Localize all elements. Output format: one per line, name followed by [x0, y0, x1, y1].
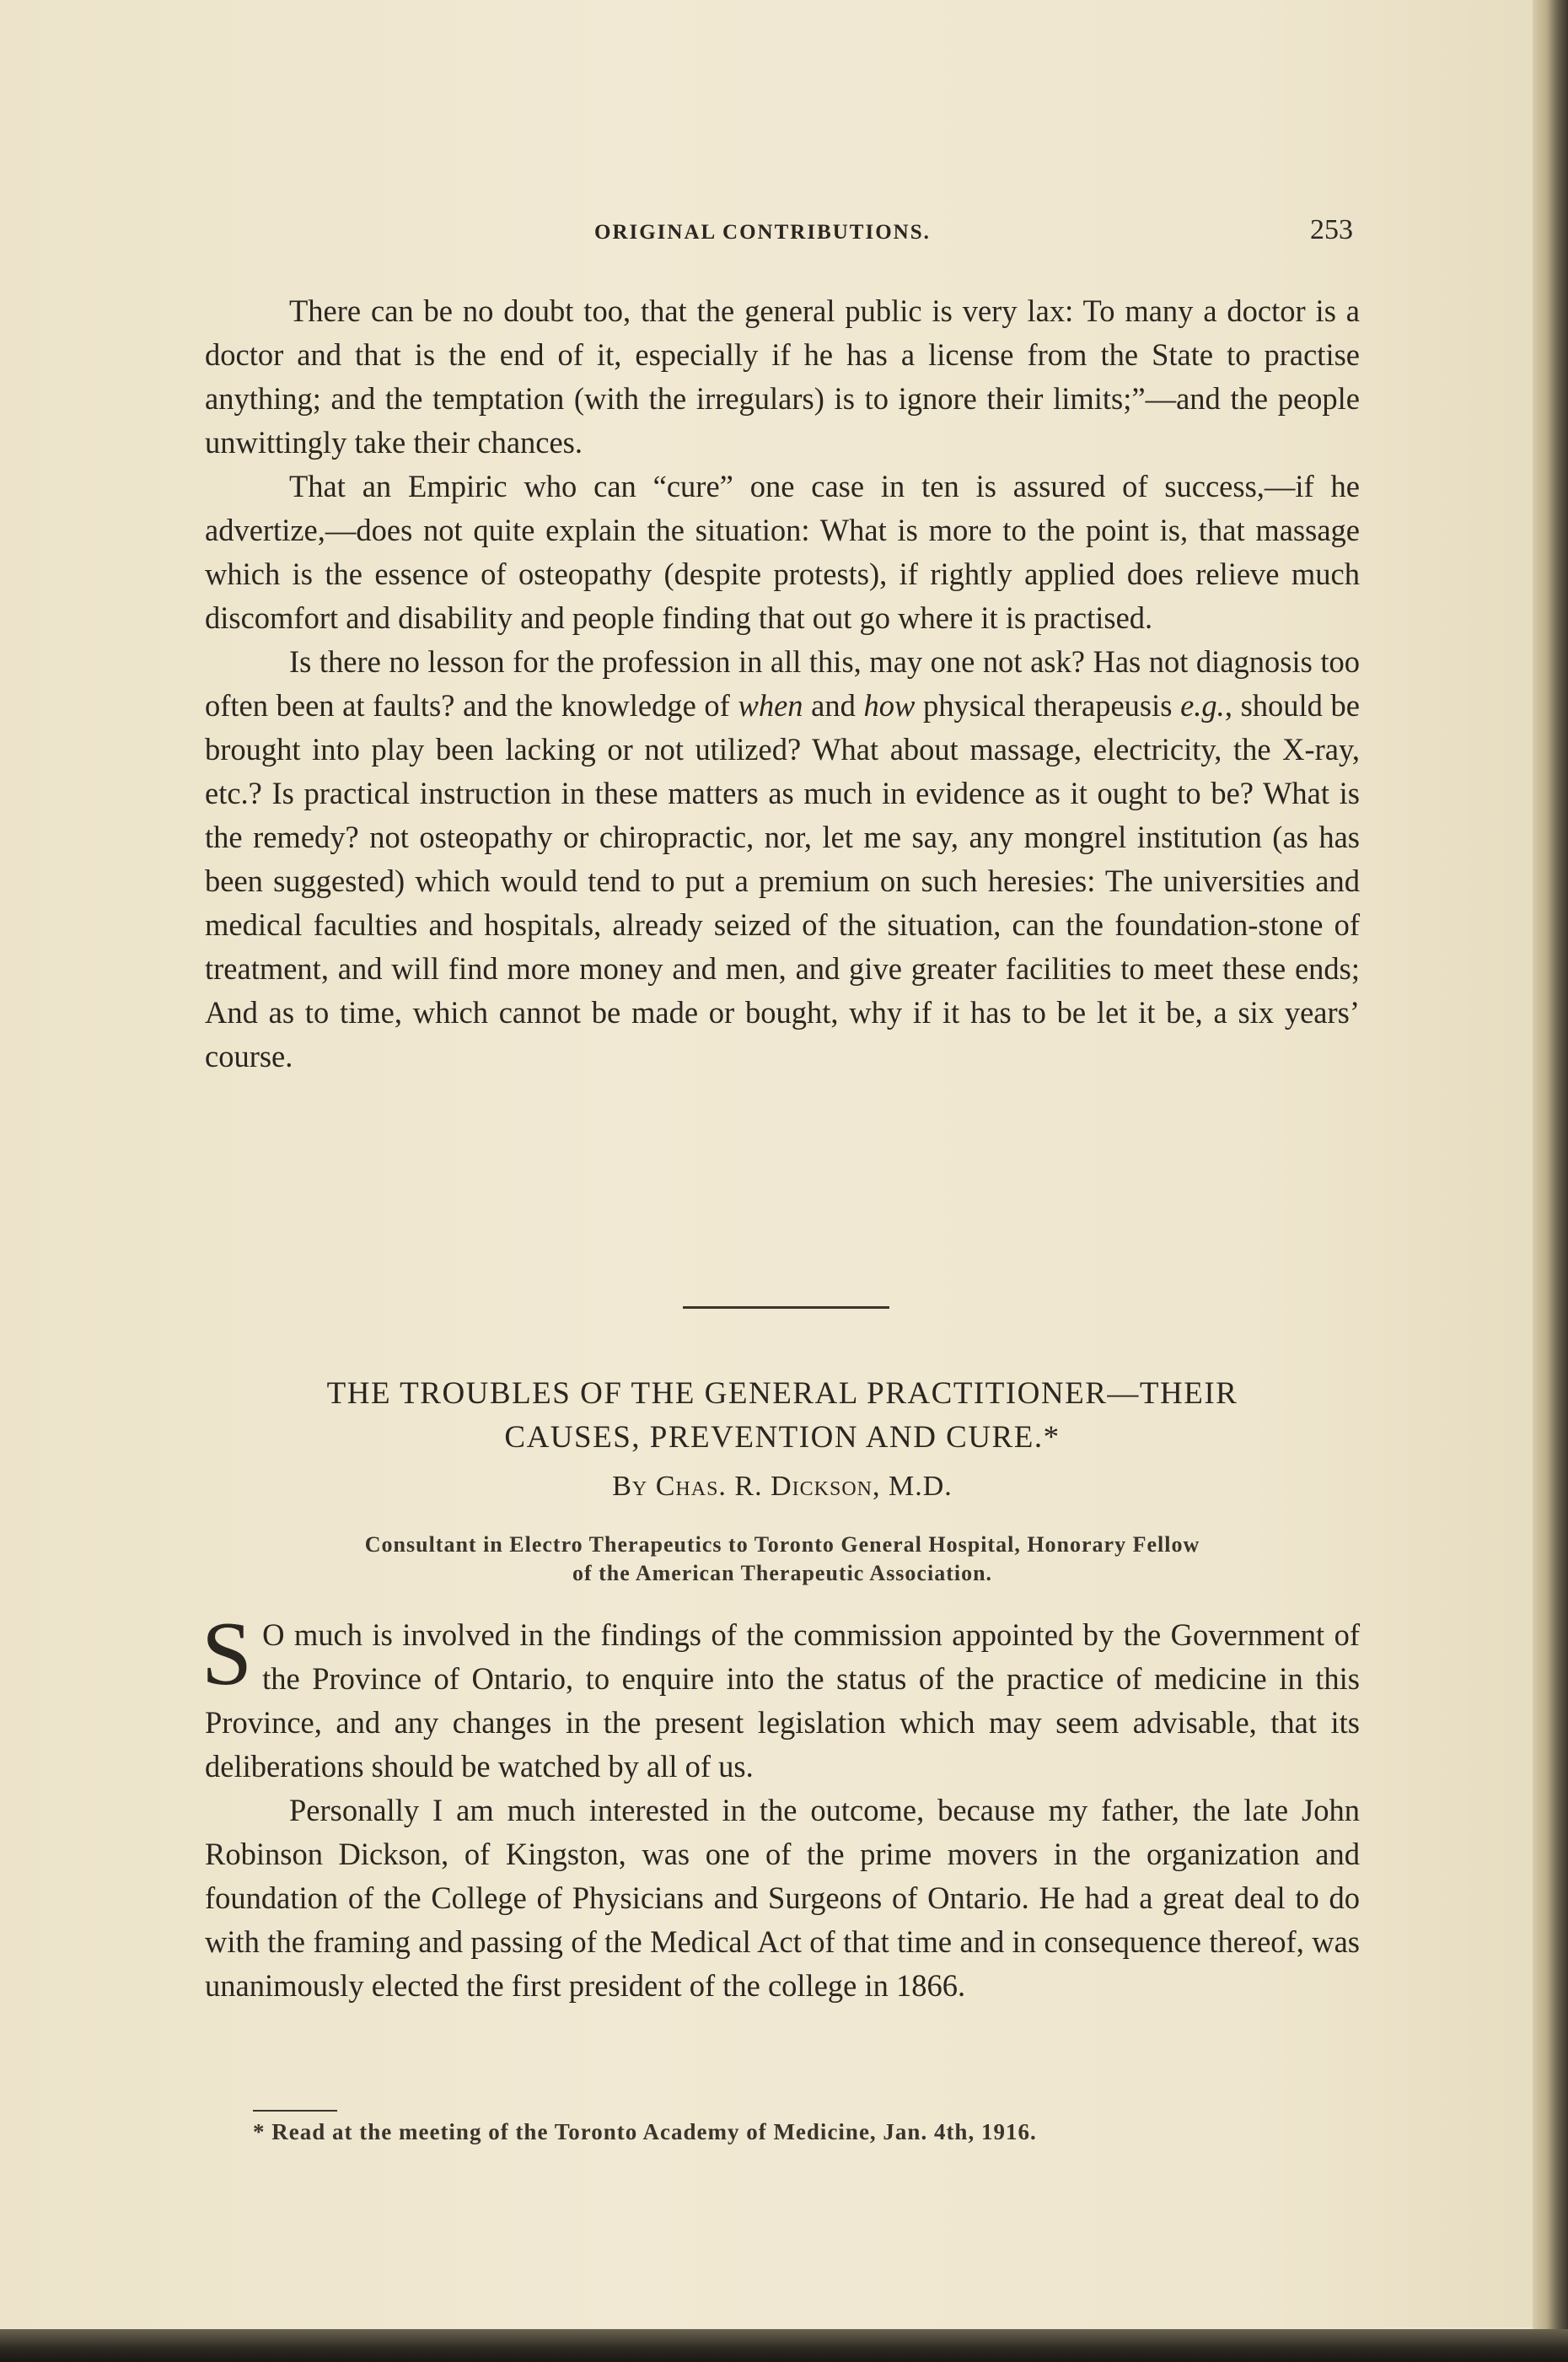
article-byline: By Chas. R. Dickson, M.D. [612, 1471, 953, 1502]
drop-cap: S [201, 1604, 253, 1704]
affiliation-line-2: of the American Therapeutic Association. [572, 1561, 993, 1585]
top-text-block [205, 289, 1360, 1079]
affiliation-line-1: Consultant in Electro Therapeutics to Toronto General Hospital, Honorary Fellow [364, 1532, 1200, 1557]
article-body [201, 1604, 1360, 2008]
running-head: ORIGINAL CONTRIBUTIONS. [594, 221, 931, 244]
article-paragraph-2: Personally I am much interested in the outcome, because my father, the late John Robinson Dickson, of Kingston, was one of the prime movers in the organization and foundation of the College of Physicians and Surgeons of Ontario. He had a great deal to do with the framing and passing of the Medical Act of that time and in consequence thereof, was unanimously elected the first president of the college in 1866. [205, 1793, 1360, 2003]
page-edge-bottom [0, 2329, 1568, 2362]
paragraph-3-text-c: physical therapeusis [915, 688, 1181, 723]
paragraph-2: That an Empiric who can “cure” one case in ten is assured of success,—if he advertize,—does not quite explain the situation: What is more to the point is, that massage which is the essence of osteopathy (despite protests), if rightly applied does relieve much discomfort and disability and people finding that out go where it is practised. [205, 469, 1360, 635]
paragraph-3 [205, 640, 1360, 1079]
page-header [0, 214, 1551, 255]
article-title-line-1: THE TROUBLES OF THE GENERAL PRACTITIONER—THEIR [326, 1376, 1238, 1411]
article-paragraph-1 [201, 1604, 1360, 1789]
paragraph-1: There can be no doubt too, that the general public is very lax: To many a doctor is a doctor and that is the end of it, especially if he has a license from the State to practise anything; and the temptation (with the irregulars) is to ignore their limits;”—and the people unwittingly take their chances. [205, 293, 1360, 460]
footnote: * Read at the meeting of the Toronto Academy of Medicine, Jan. 4th, 1916. [253, 2119, 1037, 2144]
paragraph-3-text-b: and [803, 688, 864, 723]
page-edge-right [1533, 0, 1568, 2362]
page-number: 253 [1310, 214, 1353, 245]
author-affiliation [205, 1531, 1360, 1588]
section-divider [683, 1306, 889, 1309]
article-title-line-2: CAUSES, PREVENTION AND CURE.* [504, 1420, 1061, 1455]
paragraph-3-em-when: when [738, 688, 803, 723]
paragraph-3-text-d: , should be brought into play been lacking or not utilized? What about massage, electricity, the X-ray, etc.? Is practical instruction in these matters as much in evidence as it ought to be? What is the remedy? not osteopathy or chiropractic, nor, let me say, any mongrel institution (as has been suggested) which would tend to put a premium on such heresies: The universities and medical faculties and hospitals, already seized of the situation, can the foundation-stone of treatment, and will find more money and men, and give greater facilities to meet these ends; And as to time, which cannot be made or bought, why if it has to be let it be, a six years’ course. [205, 688, 1361, 1073]
footnote-rule [253, 2110, 337, 2112]
paragraph-3-em-how: how [863, 688, 916, 723]
paragraph-3-em-eg: e.g. [1180, 688, 1225, 723]
paragraph-3-text-a: Is there no lesson for the profession in all this, may one not ask? Has not diagnosis too often been at faults? and the knowledge of [205, 644, 1360, 723]
article-paragraph-1-text: O much is involved in the findings of the commission appointed by the Government of the Province of Ontario, to enquire into the status of the practice of medicine in this Province, and any changes in the present legislation which may seem advisable, that its deliberations should be watched by all of us. [205, 1617, 1360, 1784]
article-title [205, 1372, 1360, 1460]
